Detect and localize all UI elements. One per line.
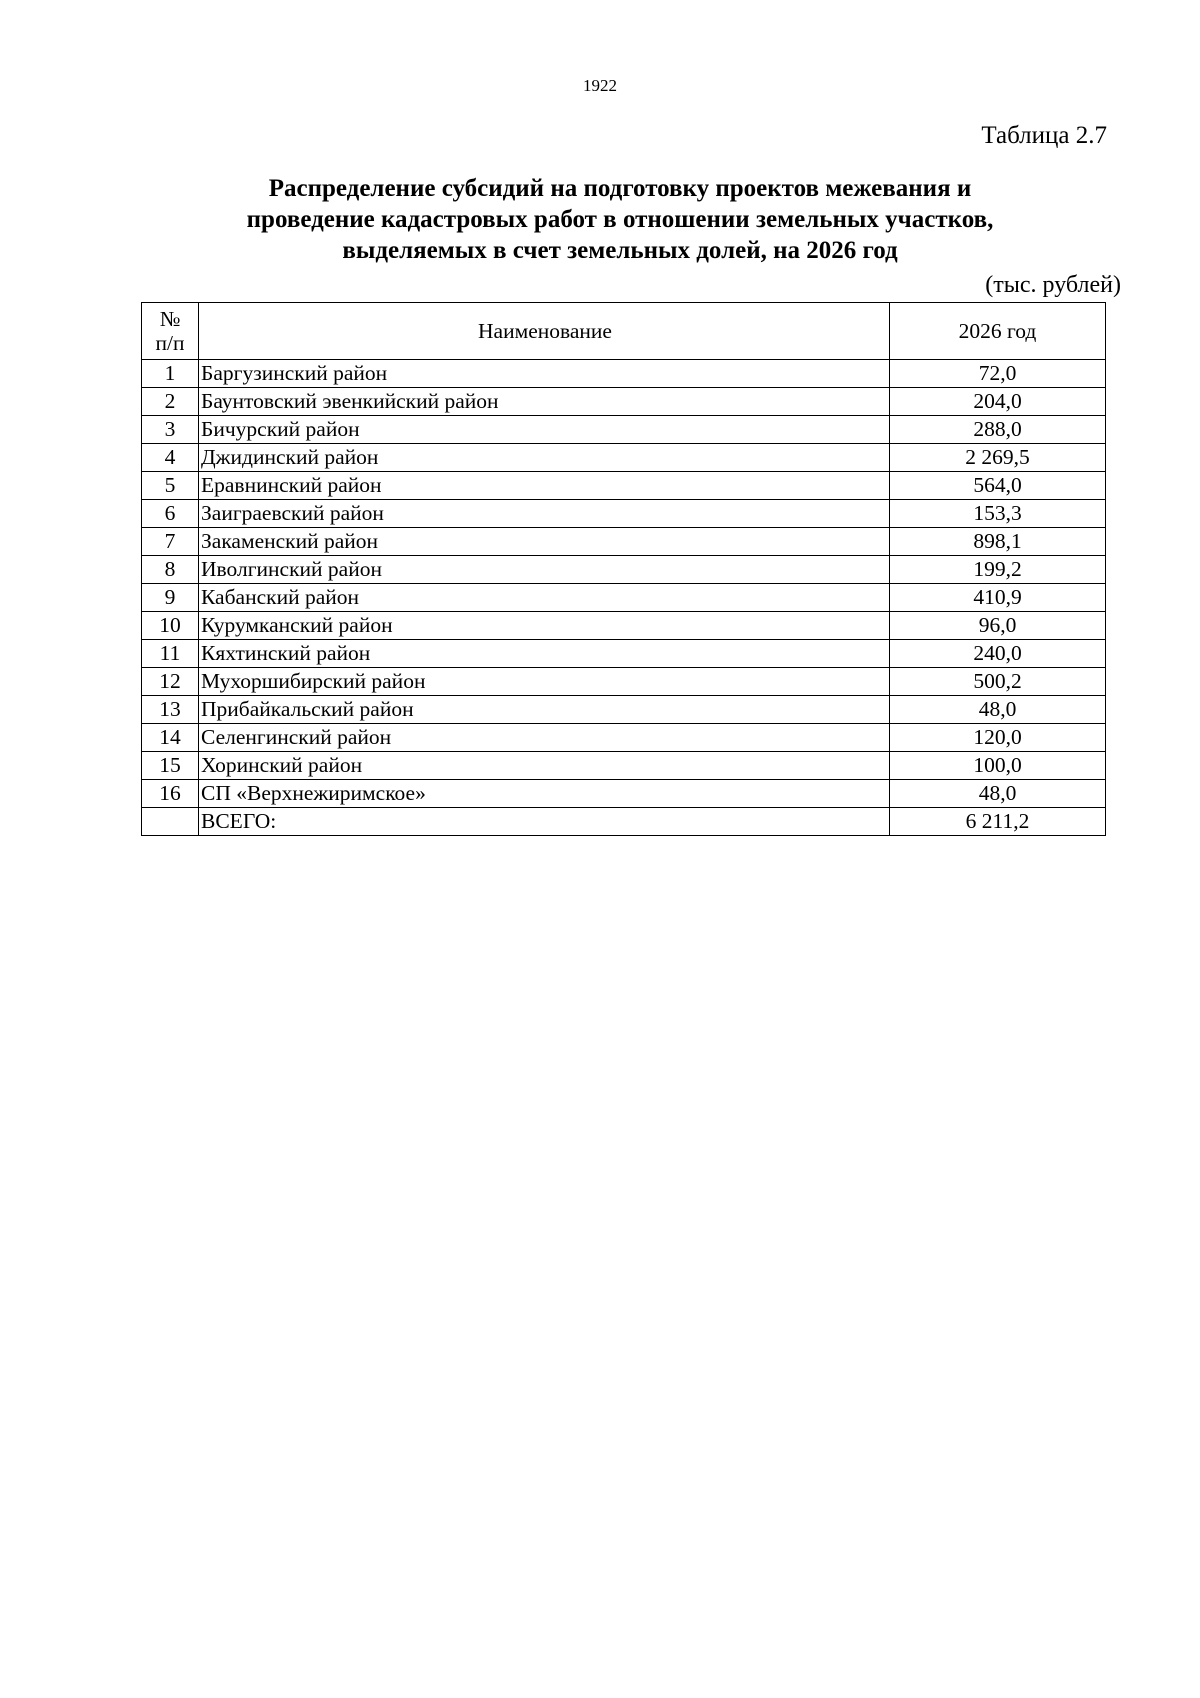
row-number: 16: [142, 780, 199, 808]
row-number: 1: [142, 360, 199, 388]
subsidy-table: [141, 302, 1106, 836]
row-name: Еравнинский район: [199, 472, 890, 500]
row-name: Иволгинский район: [199, 556, 890, 584]
header-number-abbr: п/п: [155, 331, 185, 355]
row-value: 2 269,5: [890, 444, 1106, 472]
table-row: [142, 528, 1106, 556]
row-name: Бичурский район: [199, 416, 890, 444]
title-line: выделяемых в счет земельных долей, на 2026 год: [342, 237, 898, 264]
row-value: 240,0: [890, 640, 1106, 668]
row-value: 898,1: [890, 528, 1106, 556]
row-value: 204,0: [890, 388, 1106, 416]
row-number: 10: [142, 612, 199, 640]
row-number: 6: [142, 500, 199, 528]
row-number: 7: [142, 528, 199, 556]
row-value: 564,0: [890, 472, 1106, 500]
row-name: Баунтовский эвенкийский район: [199, 388, 890, 416]
row-value: 48,0: [890, 780, 1106, 808]
page-number: 1922: [583, 76, 617, 95]
row-value: 199,2: [890, 556, 1106, 584]
title-line: проведение кадастровых работ в отношении земельных участков,: [246, 206, 994, 233]
row-name: Кабанский район: [199, 584, 890, 612]
units-label: (тыс. рублей): [985, 272, 1121, 298]
row-number: 8: [142, 556, 199, 584]
row-number: 2: [142, 388, 199, 416]
header-number: [142, 303, 199, 360]
row-value: 72,0: [890, 360, 1106, 388]
header-number-symbol: №: [159, 307, 181, 331]
table-row: [142, 500, 1106, 528]
row-number: 5: [142, 472, 199, 500]
row-name: Кяхтинский район: [199, 640, 890, 668]
table-row: [142, 360, 1106, 388]
row-value: 120,0: [890, 724, 1106, 752]
row-name: Прибайкальский район: [199, 696, 890, 724]
row-value: 48,0: [890, 696, 1106, 724]
table-row: [142, 444, 1106, 472]
header-value: 2026 год: [890, 303, 1106, 360]
row-number: 4: [142, 444, 199, 472]
table-row: [142, 472, 1106, 500]
table-header-row: [142, 303, 1106, 360]
row-number: 13: [142, 696, 199, 724]
total-value: 6 211,2: [890, 808, 1106, 836]
total-number: [142, 808, 199, 836]
row-name: Джидинский район: [199, 444, 890, 472]
row-name: Закаменский район: [199, 528, 890, 556]
row-value: 288,0: [890, 416, 1106, 444]
header-name: Наименование: [199, 303, 890, 360]
table-row: [142, 584, 1106, 612]
row-name: Хоринский район: [199, 752, 890, 780]
table-total-row: [142, 808, 1106, 836]
row-value: 153,3: [890, 500, 1106, 528]
table-row: [142, 416, 1106, 444]
row-name: Селенгинский район: [199, 724, 890, 752]
row-number: 9: [142, 584, 199, 612]
row-number: 12: [142, 668, 199, 696]
table-body: [142, 360, 1106, 836]
table-label: Таблица 2.7: [981, 122, 1107, 149]
row-name: Курумканский район: [199, 612, 890, 640]
row-number: 15: [142, 752, 199, 780]
table-row: [142, 556, 1106, 584]
row-value: 500,2: [890, 668, 1106, 696]
row-name: Мухоршибирский район: [199, 668, 890, 696]
table-row: [142, 696, 1106, 724]
row-value: 100,0: [890, 752, 1106, 780]
title-line: Распределение субсидий на подготовку проектов межевания и: [268, 175, 972, 202]
table-row: [142, 668, 1106, 696]
row-number: 14: [142, 724, 199, 752]
table-row: [142, 780, 1106, 808]
row-value: 96,0: [890, 612, 1106, 640]
row-name: Баргузинский район: [199, 360, 890, 388]
row-name: СП «Верхнежиримское»: [199, 780, 890, 808]
table-row: [142, 388, 1106, 416]
table-row: [142, 612, 1106, 640]
row-number: 3: [142, 416, 199, 444]
row-name: Заиграевский район: [199, 500, 890, 528]
row-number: 11: [142, 640, 199, 668]
row-value: 410,9: [890, 584, 1106, 612]
document-title: [140, 173, 1100, 266]
table-row: [142, 724, 1106, 752]
table-row: [142, 640, 1106, 668]
table-row: [142, 752, 1106, 780]
total-label: ВСЕГО:: [199, 808, 890, 836]
